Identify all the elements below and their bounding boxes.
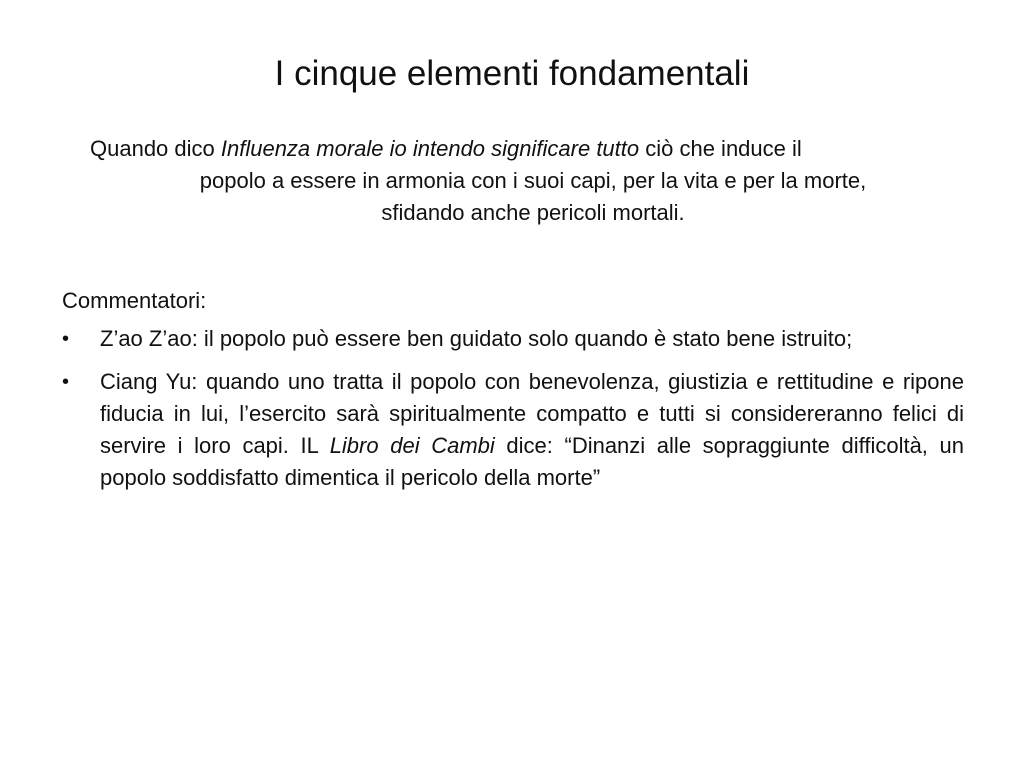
bullet-text-ciang-yu-start: Ciang Yu: quando uno tratta il popolo con benevolenza, giustizia e rettitudine e ripone fiducia in lui, l’esercito sarà spiritualmente compatto e tutti si considereranno felici di servire i loro capi. IL — [100, 369, 964, 458]
commentators-list — [62, 323, 964, 505]
quote-line-1-start: Quando dico — [90, 136, 221, 161]
slide-title: I cinque elementi fondamentali — [274, 54, 750, 93]
quote-paragraph — [90, 133, 936, 229]
bullet-icon: • — [62, 371, 70, 393]
bullet-text-ciang-yu — [100, 366, 964, 494]
list-item — [62, 323, 964, 355]
quote-line-1-end: ciò che induce il — [639, 136, 802, 161]
list-item — [62, 366, 964, 494]
quote-line-1 — [90, 133, 936, 165]
book-title-italic: Libro dei Cambi — [329, 433, 495, 458]
quote-line-2: popolo a essere in armonia con i suoi capi, per la vita e per la morte, — [199, 168, 867, 193]
commentators-heading: Commentatori: — [62, 288, 207, 313]
quote-italic-phrase: Influenza morale io intendo significare tutto — [220, 136, 640, 161]
bullet-icon: • — [62, 328, 70, 350]
quote-line-3: sfidando anche pericoli mortali. — [381, 200, 685, 225]
bullet-text-zao: Z’ao Z’ao: il popolo può essere ben guidato solo quando è stato bene istruito; — [100, 326, 853, 351]
bullet-text-ciang-yu-end: dice: “Dinanzi alle sopraggiunte difficoltà, un popolo soddisfatto dimentica il pericolo della morte” — [100, 433, 965, 490]
